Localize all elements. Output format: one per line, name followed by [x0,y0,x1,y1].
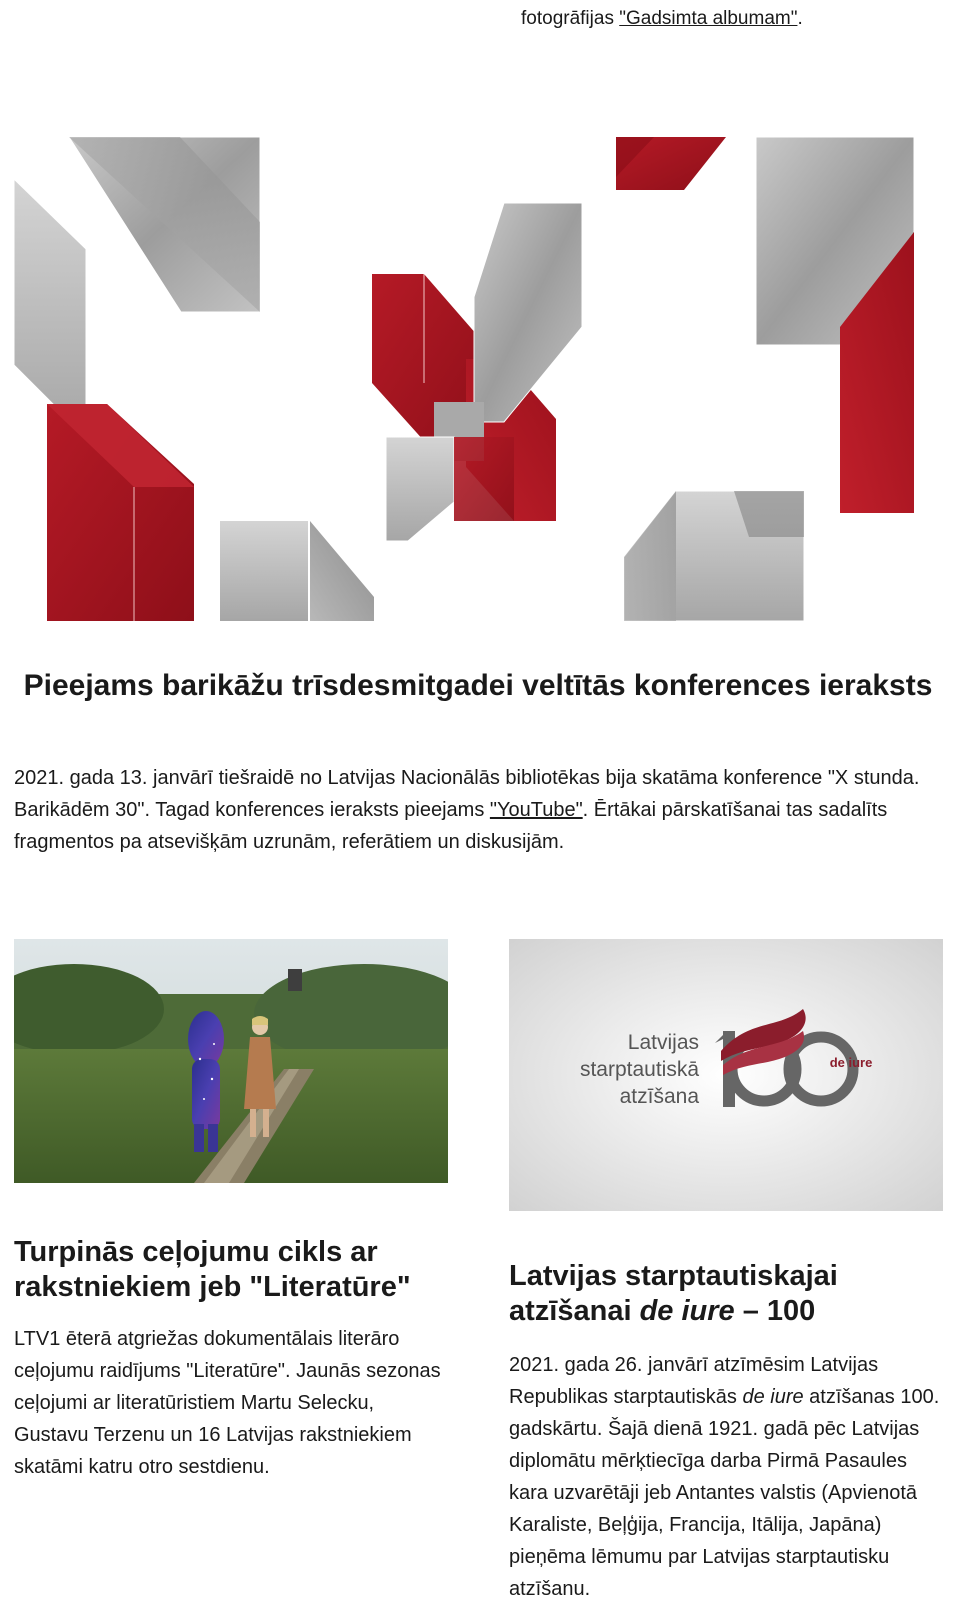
literature-card-text: LTV1 ēterā atgriežas dokumentālais literāro ceļojumu raidījums "Literatūre". Jaunās sezonas ceļojumi ar literatūristiem Martu Selecku, Gustavu Terzenu un 16 Latvijas rakstniekiem skatāmi katru otro sestdienu. [14,1328,441,1478]
de-iure-logo-image [509,939,943,1211]
main-article-text-start: 2021. gada 13. janvārī tiešraidē no Latvijas Nacionālās bibliotēkas bija skatāma konference "X stunda. Barikādēm 30". Tagad konferences ieraksts pieejams [14,767,920,821]
literature-card-title: Turpinās ceļojumu cikls ar rakstniekiem jeb "Literatūre" [14,1236,411,1303]
de-iure-card-text [509,1349,943,1605]
de-iure-text-italic: de iure [742,1386,804,1408]
literature-photo [14,939,448,1183]
top-note-prefix: fotogrāfijas [521,8,620,29]
top-note [521,6,803,32]
de-iure-title-part1: Latvijas starptautiskajai atzīšanai [509,1260,838,1327]
gadsimta-albums-link[interactable]: "Gadsimta albumam" [619,8,798,29]
de-iure-card-title [509,1259,943,1329]
main-article-title: Pieejams barikāžu trīsdesmitgadei veltītās konferences ieraksts [23,669,933,702]
logo-line2: starptautiskā [579,1058,699,1081]
logo-line1: Latvijas [627,1031,699,1054]
de-iure-title-italic: de iure [639,1295,735,1327]
literature-card [14,939,448,1483]
barricades-hero-image [14,137,942,621]
logo-line3: atzīšana [619,1085,699,1108]
youtube-link[interactable]: "YouTube" [489,799,583,821]
de-iure-card [509,939,943,1605]
main-article-text [14,762,942,858]
main-article-text-end: . Ērtākai pārskatīšanai tas sadalīts fragmentos pa atsevišķām uzrunām, referātiem un diskusijām. [14,799,888,853]
de-iure-title-part2: – 100 [734,1295,816,1327]
logo-de-iure-tag: de iure [829,1055,873,1070]
de-iure-text-part2: atzīšanas 100. gadskārtu. Šajā dienā 1921. gadā pēc Latvijas diplomātu mērķtiecīga darba Pirmā Pasaules kara uzvarētāji jeb Antantes valstis (Apvienotā Karaliste, Beļģija, Francija, Itālija, Japāna) pieņēma lēmumu par Latvijas starptautisku atzīšanu. [509,1386,940,1600]
de-iure-text-part1: 2021. gada 26. janvārī atzīmēsim Latvijas Republikas starptautiskās [509,1354,879,1408]
top-note-suffix: . [797,8,803,29]
